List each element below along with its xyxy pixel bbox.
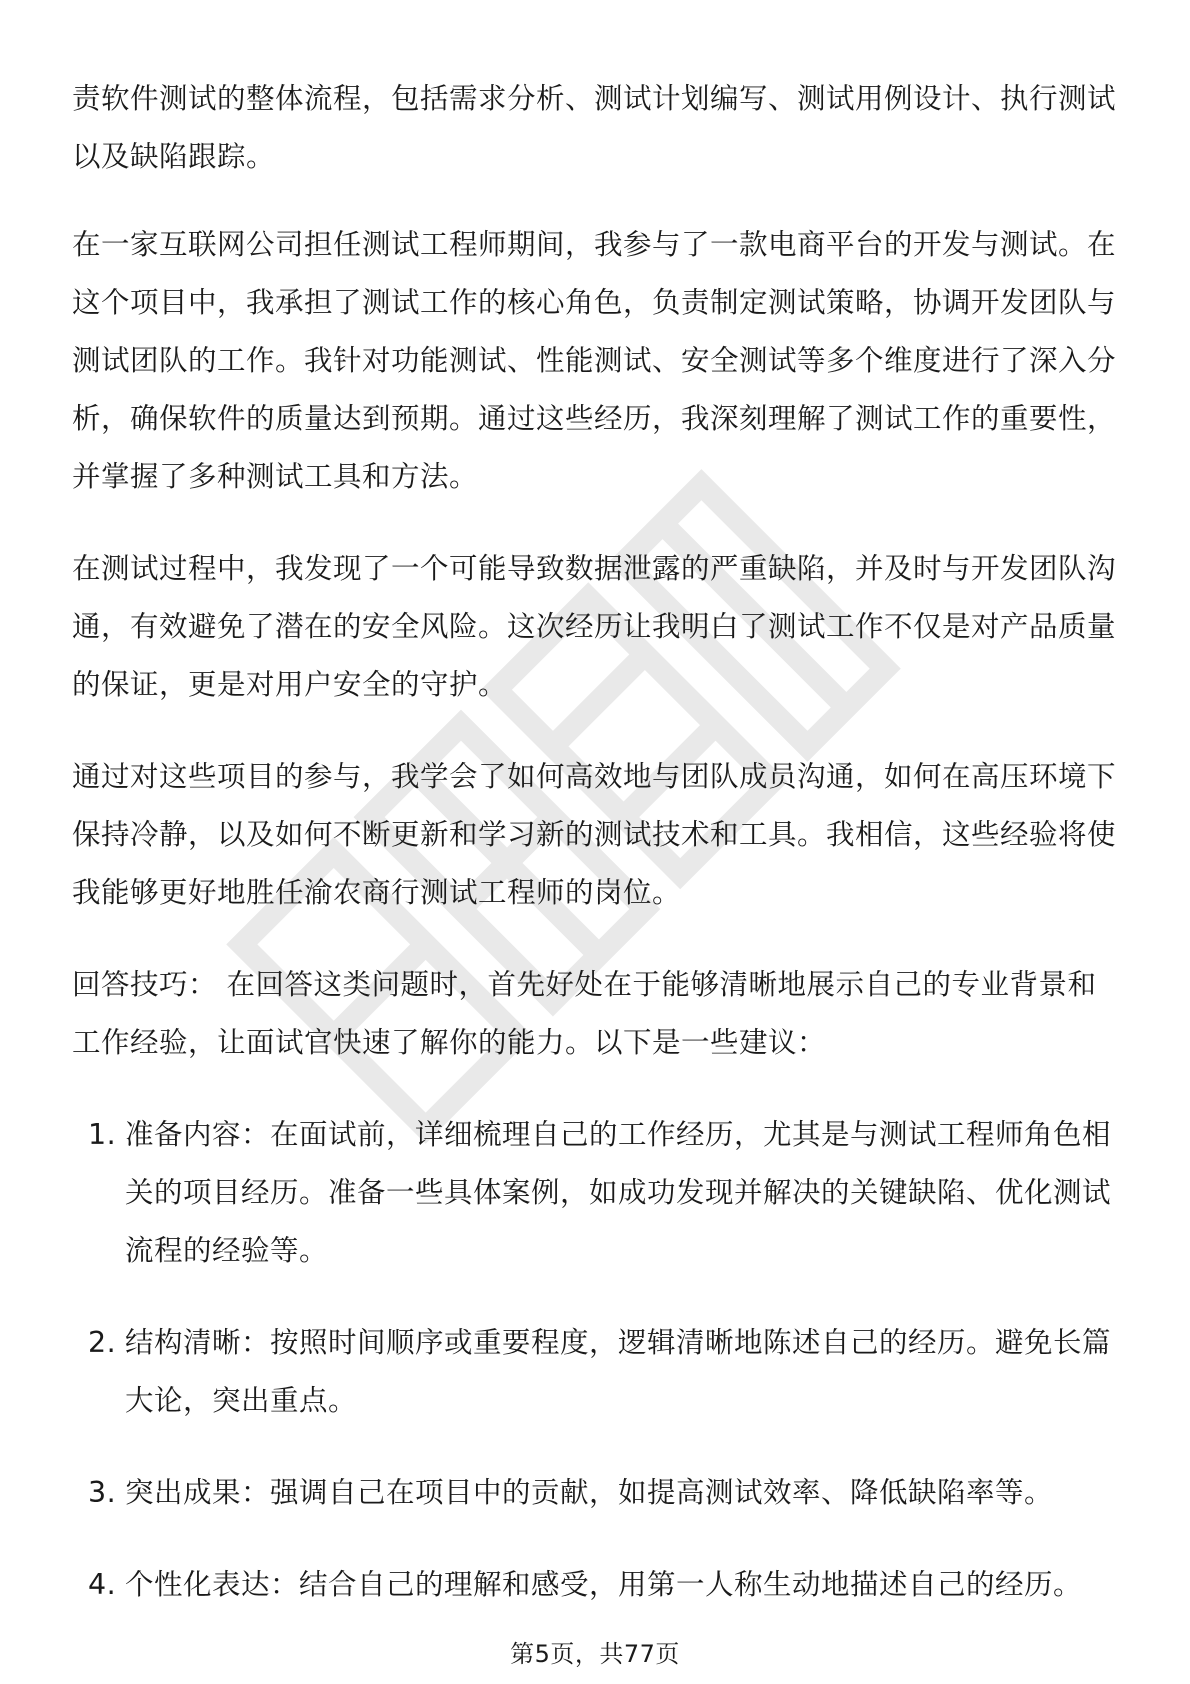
paragraph: 通过对这些项目的参与，我学会了如何高效地与团队成员沟通，如何在高压环境下保持冷静，以及如何不断更新和学习新的测试技术和工具。我相信，这些经验将使我能够更好地胜任渝农商行测试工程师的岗位。 xyxy=(72,760,1117,909)
list-item xyxy=(72,1106,1122,1280)
list-item-text: 结构清晰：按照时间顺序或重要程度，逻辑清晰地陈述自己的经历。避免长篇大论，突出重点。 xyxy=(125,1326,1112,1417)
list-item-text: 突出成果：强调自己在项目中的贡献，如提高测试效率、降低缺陷率等。 xyxy=(125,1476,1054,1509)
main-content xyxy=(72,70,1122,1648)
answer-tips-intro: 回答技巧： 在回答这类问题时，首先好处在于能够清晰地展示自己的专业背景和工作经验，让面试官快速了解你的能力。以下是一些建议： xyxy=(72,968,1097,1059)
list-number: 2. xyxy=(88,1326,117,1359)
tips-list xyxy=(72,1106,1122,1614)
list-number: 4. xyxy=(88,1568,117,1601)
list-number: 1. xyxy=(88,1118,117,1151)
list-item xyxy=(72,1464,1122,1522)
paragraph: 责软件测试的整体流程，包括需求分析、测试计划编写、测试用例设计、执行测试以及缺陷跟踪。 xyxy=(72,82,1117,173)
paragraph: 在测试过程中，我发现了一个可能导致数据泄露的严重缺陷，并及时与开发团队沟通，有效避免了潜在的安全风险。这次经历让我明白了测试工作不仅是对产品质量的保证，更是对用户安全的守护。 xyxy=(72,552,1117,701)
list-item-text: 准备内容：在面试前，详细梳理自己的工作经历，尤其是与测试工程师角色相关的项目经历。准备一些具体案例，如成功发现并解决的关键缺陷、优化测试流程的经验等。 xyxy=(125,1118,1112,1267)
list-item-text: 个性化表达：结合自己的理解和感受，用第一人称生动地描述自己的经历。 xyxy=(125,1568,1083,1601)
list-number: 3. xyxy=(88,1476,117,1509)
page-number-footer: 第5页，共77页 xyxy=(510,1640,680,1668)
paragraph: 在一家互联网公司担任测试工程师期间，我参与了一款电商平台的开发与测试。在这个项目中，我承担了测试工作的核心角色，负责制定测试策略，协调开发团队与测试团队的工作。我针对功能测试、性能测试、安全测试等多个维度进行了深入分析，确保软件的质量达到预期。通过这些经历，我深刻理解了测试工作的重要性，并掌握了多种测试工具和方法。 xyxy=(72,228,1117,493)
list-item xyxy=(72,1314,1122,1430)
list-item xyxy=(72,1556,1122,1614)
